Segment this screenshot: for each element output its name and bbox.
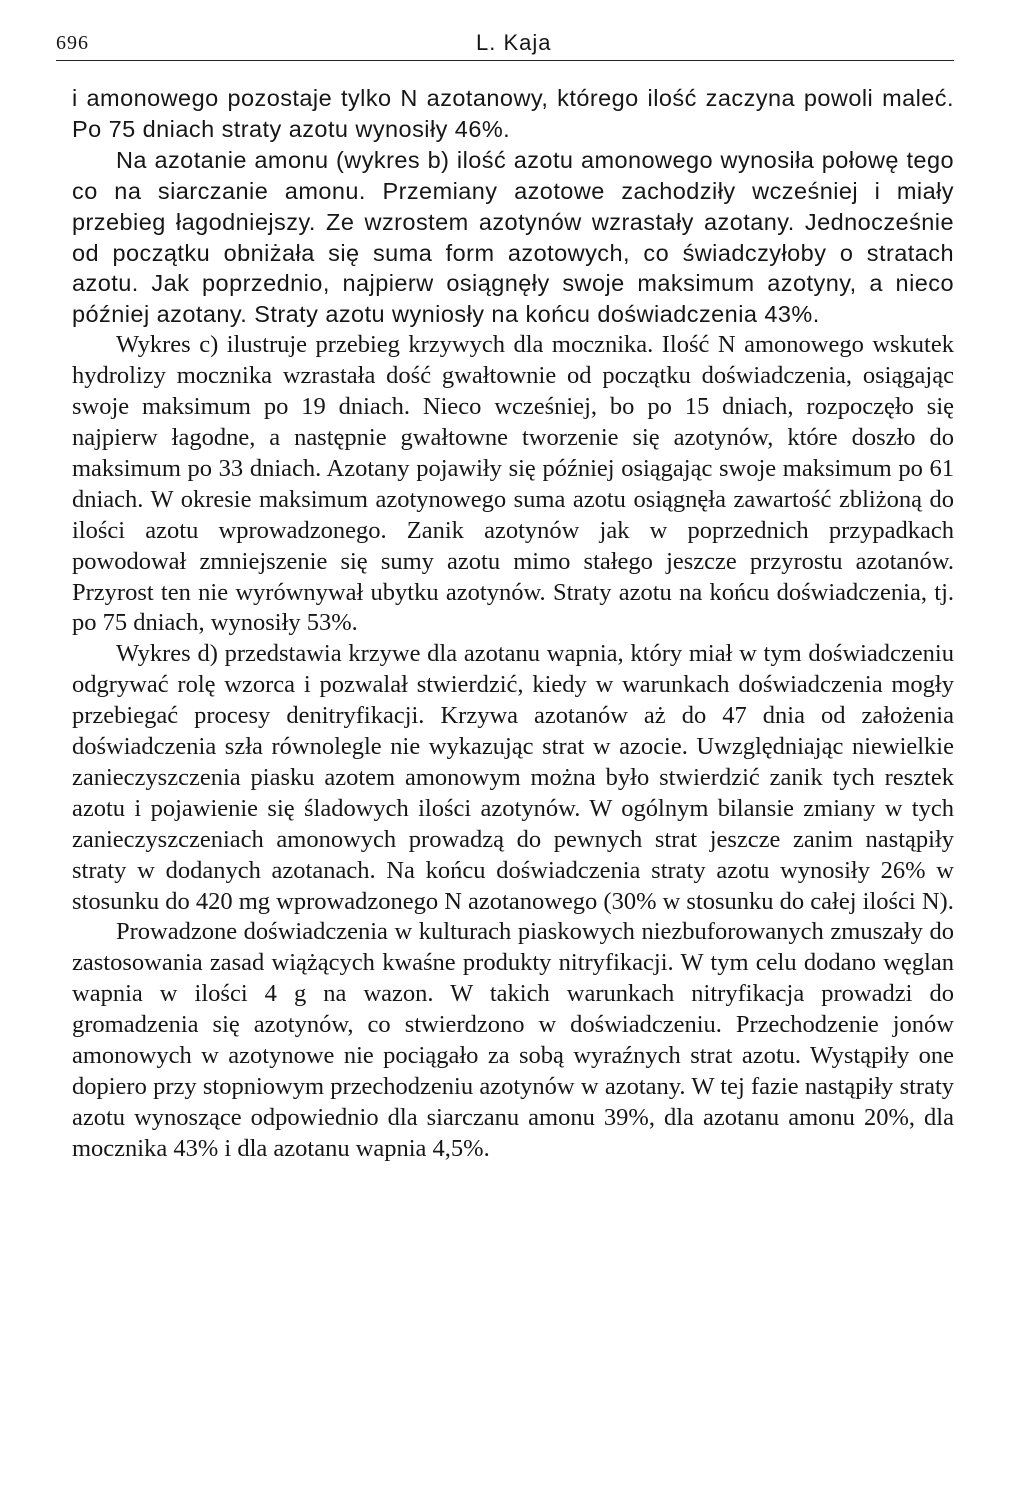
header-rule: [56, 60, 954, 61]
running-head: [56, 30, 954, 60]
paragraph-1: i amonowego pozostaje tylko N azotanowy, którego ilość zaczyna powoli maleć. Po 75 dniach straty azotu wynosiły 46%.: [72, 85, 954, 142]
paragraph-5: Prowadzone doświadczenia w kulturach piaskowych niezbuforowanych zmuszały do zastosowania zasad wiążących kwaśne produkty nitryfikacji. W tym celu dodano węglan wapnia w ilości 4 g na wazon. W takich warunkach nitryfikacja prowadzi do gromadzenia się azotynów, co stwierdzono w doświadczeniu. Przechodzenie jonów amonowych w azotynowe nie pociągało za sobą wyraźnych strat azotu. Wystąpiły one dopiero przy stopniowym przechodzeniu azotynów w azotany. W tej fazie nastąpiły straty azotu wynoszące odpowiednio dla siarczanu amonu 39%, dla azotanu amonu 20%, dla mocznika 43% i dla azotanu wapnia 4,5%.: [72, 918, 954, 1162]
page: [56, 30, 954, 1165]
paragraph-2: Na azotanie amonu (wykres b) ilość azotu amonowego wynosiła połowę tego co na siarczanie amonu. Przemiany azotowe zachodziły wcześniej i miały przebieg łagodniejszy. Ze wzrostem azotynów wzrastały azotany. Jednocześnie od początku obniżała się suma form azotowych, co świadczyłoby o stratach azotu. Jak poprzednio, najpierw osiągnęły swoje maksimum azotyny, a nieco później azotany. Straty azotu wyniosły na końcu doświadczenia 43%.: [72, 146, 954, 328]
paragraph-3: Wykres c) ilustruje przebieg krzywych dla mocznika. Ilość N amonowego wskutek hydrolizy mocznika wzrastała dość gwałtownie od początku doświadczenia, osiągając swoje maksimum po 19 dniach. Nieco wcześniej, bo po 15 dniach, rozpoczęło się najpierw łagodne, a następnie gwałtowne tworzenie się azotynów, które doszło do maksimum po 33 dniach. Azotany pojawiły się później osiągając swoje maksimum po 61 dniach. W okresie maksimum azotynowego suma azotu osiągnęła zawartość zbliżoną do ilości azotu wprowadzonego. Zanik azotynów jak w poprzednich przypadkach powodował zmniejszenie się sumy azotu mimo stałego jeszcze przyrostu azotanów. Przyrost ten nie wyrównywał ubytku azotynów. Straty azotu na końcu doświadczenia, tj. po 75 dniach, wynosiły 53%.: [72, 331, 954, 637]
body-text: [72, 83, 954, 1165]
page-number: 696: [56, 32, 89, 54]
running-head-author: L. Kaja: [476, 30, 552, 55]
paragraph-4: Wykres d) przedstawia krzywe dla azotanu wapnia, który miał w tym doświadczeniu odgrywać rolę wzorca i pozwalał stwierdzić, kiedy w warunkach doświadczenia mogły przebiegać procesy denitryfikacji. Krzywa azotanów aż do 47 dnia od założenia doświadczenia szła równolegle nie wykazując strat w azocie. Uwzględniając niewielkie zanieczyszczenia piasku azotem amonowym można było stwierdzić zanik tych resztek azotu i pojawienie się śladowych ilości azotynów. W ogólnym bilansie zmiany w tych zanieczyszczeniach amonowych prowadzą do pewnych strat jeszcze zanim nastąpiły straty w dodanych azotanach. Na końcu doświadczenia straty azotu wynosiły 26% w stosunku do 420 mg wprowadzonego N azotanowego (30% w stosunku do całej ilości N).: [72, 640, 954, 915]
